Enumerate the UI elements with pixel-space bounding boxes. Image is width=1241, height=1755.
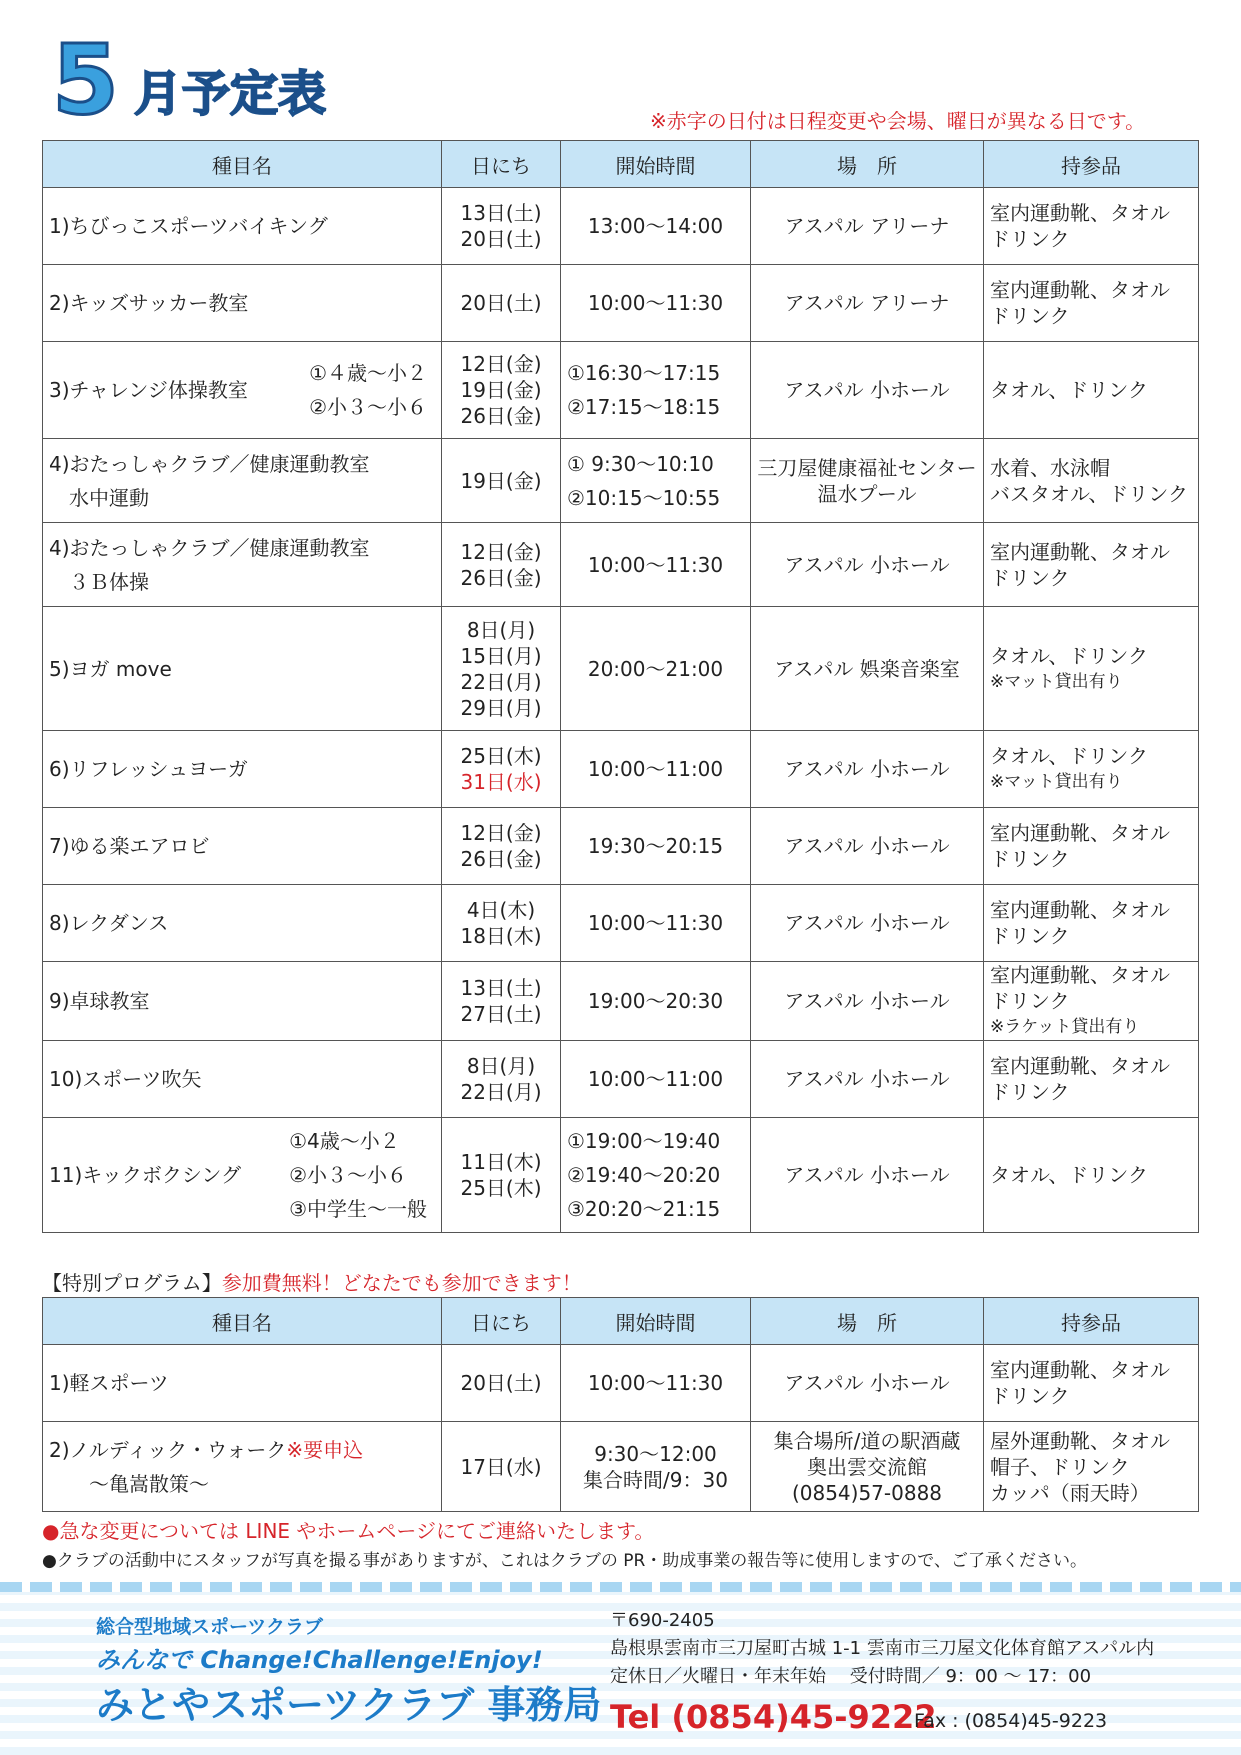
org-slogan: みんなで Change!Challenge!Enjoy! <box>96 1646 543 1674</box>
items-line: 屋外運動靴、タオル <box>990 1428 1170 1453</box>
age-options <box>289 1124 427 1226</box>
date-line: 18日(木) <box>460 924 542 948</box>
items-line: 室内運動靴、タオル <box>990 278 1170 302</box>
place-cell <box>751 607 984 731</box>
time-line: 10:00～11:30 <box>587 911 724 935</box>
date-line: 20日(土) <box>460 291 542 315</box>
place-line: アスパル 小ホール <box>784 1067 950 1091</box>
event-name-line: 1)軽スポーツ <box>49 1371 169 1395</box>
age-option: ②小３～小６ <box>289 1163 407 1187</box>
time-cell <box>561 1041 751 1118</box>
items-line: 室内運動靴、タオル <box>990 1054 1170 1078</box>
place-cell <box>751 962 984 1041</box>
items-cell <box>984 607 1199 731</box>
items-line: ドリンク <box>990 847 1070 871</box>
event-name-cell <box>43 188 442 265</box>
items-line: 室内運動靴、タオル <box>990 963 1170 987</box>
time-cell <box>561 342 751 439</box>
items-line: 帽子、ドリンク <box>990 1454 1130 1479</box>
items-cell <box>984 962 1199 1041</box>
time-cell <box>561 439 751 523</box>
items-line: ドリンク <box>990 565 1070 590</box>
date-cell <box>442 523 561 607</box>
date-line: 25日(木) <box>460 1176 542 1200</box>
header-place: 場 所 <box>751 1298 984 1345</box>
age-option: ①４歳～小２ <box>309 361 427 385</box>
fax: Fax : (0854)45-9223 <box>914 1710 1108 1732</box>
table-row <box>43 1041 1199 1118</box>
table-row <box>43 523 1199 607</box>
items-cell <box>984 265 1199 342</box>
time-line: 19:30～20:15 <box>587 834 724 858</box>
header-event: 種目名 <box>43 141 442 188</box>
time-line: 20:00～21:00 <box>587 656 724 681</box>
place-cell <box>751 342 984 439</box>
time-line: 10:00～11:30 <box>587 1371 724 1395</box>
date-line: 12日(金) <box>460 539 542 564</box>
time-line: 10:00～11:00 <box>587 1067 724 1091</box>
event-name-cell <box>43 1345 442 1422</box>
place-cell <box>751 731 984 808</box>
table-row <box>43 885 1199 962</box>
date-line: 26日(金) <box>460 404 542 428</box>
header-event: 種目名 <box>43 1298 442 1345</box>
time-line: 集合時間/9：30 <box>583 1467 728 1492</box>
event-name-line: 6)リフレッシュヨーガ <box>49 757 248 781</box>
date-line: 26日(金) <box>460 847 542 871</box>
title-text: 月予定表 <box>134 66 327 122</box>
items-line: 室内運動靴、タオル <box>990 898 1170 922</box>
items-line: ドリンク <box>990 1080 1070 1104</box>
event-name <box>49 1162 241 1188</box>
event-name-line: 水中運動 <box>49 485 149 510</box>
time-line: ②19:40～20:20 <box>567 1163 721 1187</box>
event-name <box>49 377 248 403</box>
date-cell <box>442 1041 561 1118</box>
time-cell <box>561 265 751 342</box>
place-cell <box>751 1041 984 1118</box>
place-cell <box>751 188 984 265</box>
special-heading-note: 参加費無料！どなたでも参加できます！ <box>221 1271 582 1295</box>
date-line: 11日(木) <box>460 1150 542 1174</box>
items-line: タオル、ドリンク <box>990 1163 1148 1187</box>
footer <box>0 1592 1241 1755</box>
age-option: ③中学生～一般 <box>289 1197 427 1221</box>
date-line: 13日(土) <box>460 976 542 1000</box>
items-line: タオル、ドリンク <box>990 378 1148 402</box>
age-option: ②小３～小６ <box>309 395 427 419</box>
event-name-line: 4)おたっしゃクラブ／健康運動教室 <box>49 535 370 560</box>
event-name-cell <box>43 439 442 523</box>
time-line: 19:00～20:30 <box>587 989 724 1013</box>
place-line: アスパル 小ホール <box>784 989 950 1013</box>
event-name-line: 7)ゆる楽エアロビ <box>49 834 210 858</box>
place-line: アスパル 娯楽音楽室 <box>774 656 960 681</box>
event-name-cell <box>43 1041 442 1118</box>
place-line: アスパル アリーナ <box>784 291 950 315</box>
items-cell <box>984 1118 1199 1233</box>
place-cell <box>751 439 984 523</box>
items-cell <box>984 1345 1199 1422</box>
header-date: 日にち <box>442 1298 561 1345</box>
items-line: ※マット貸出有り <box>990 671 1123 692</box>
date-line: 31日(水) <box>460 770 542 794</box>
date-line: 13日(土) <box>460 201 542 225</box>
time-line: ①19:00～19:40 <box>567 1129 721 1153</box>
age-option: ①4歳～小２ <box>289 1129 400 1153</box>
telephone: Tel (0854)45-9222 <box>610 1698 937 1736</box>
place-line: アスパル 小ホール <box>784 378 950 402</box>
items-line: ドリンク <box>990 989 1070 1013</box>
place-line: (0854)57-0888 <box>791 1480 943 1505</box>
time-cell <box>561 808 751 885</box>
header-date: 日にち <box>442 141 561 188</box>
place-line: アスパル 小ホール <box>784 757 950 781</box>
items-line: バスタオル、ドリンク <box>990 481 1188 506</box>
time-cell <box>561 607 751 731</box>
time-line: 10:00～11:00 <box>587 757 724 781</box>
items-line: 室内運動靴、タオル <box>990 1358 1170 1382</box>
header-time: 開始時間 <box>561 1298 751 1345</box>
date-line: 22日(月) <box>460 669 542 694</box>
place-line: アスパル 小ホール <box>784 834 950 858</box>
date-cell <box>442 1345 561 1422</box>
items-cell <box>984 1422 1199 1512</box>
event-name-line: 3)チャレンジ体操教室 <box>49 378 248 402</box>
place-cell <box>751 265 984 342</box>
date-line: 27日(土) <box>460 1002 542 1026</box>
time-cell <box>561 1422 751 1512</box>
place-cell <box>751 1422 984 1512</box>
footer-divider <box>0 1582 1241 1592</box>
items-line: ※マット貸出有り <box>990 772 1123 792</box>
date-cell <box>442 962 561 1041</box>
red-date-note: ※赤字の日付は日程変更や会場、曜日が異なる日です。 <box>650 109 1146 133</box>
time-line: ②17:15～18:15 <box>567 395 721 419</box>
org-name: みとやスポーツクラブ 事務局 <box>96 1683 602 1727</box>
place-line: アスパル 小ホール <box>784 1371 950 1395</box>
date-cell <box>442 885 561 962</box>
schedule-table <box>42 140 1199 1233</box>
items-line: ※ラケット貸出有り <box>990 1017 1140 1037</box>
date-cell <box>442 188 561 265</box>
date-line: 8日(月) <box>466 617 536 642</box>
event-name-line: ～亀嵩散策～ <box>49 1471 209 1496</box>
time-line: ③20:20～21:15 <box>567 1197 721 1221</box>
org-category: 総合型地域スポーツクラブ <box>96 1616 324 1638</box>
date-line: 15日(月) <box>460 643 542 668</box>
table-row <box>43 342 1199 439</box>
special-heading-label: 【特別プログラム】 <box>42 1271 222 1295</box>
event-name-cell <box>43 607 442 731</box>
header-items: 持参品 <box>984 1298 1199 1345</box>
event-name-cell <box>43 1422 442 1512</box>
items-cell <box>984 342 1199 439</box>
items-line: 室内運動靴、タオル <box>990 821 1170 845</box>
place-line: 奥出雲交流館 <box>807 1454 927 1479</box>
date-cell <box>442 265 561 342</box>
event-name-line: 10)スポーツ吹矢 <box>49 1067 202 1091</box>
items-line: タオル、ドリンク <box>990 744 1148 768</box>
time-cell <box>561 523 751 607</box>
event-name-line: 4)おたっしゃクラブ／健康運動教室 <box>49 451 370 476</box>
date-line: 17日(水) <box>460 1454 542 1479</box>
place-cell <box>751 523 984 607</box>
table-row <box>43 1345 1199 1422</box>
place-cell <box>751 885 984 962</box>
date-cell <box>442 731 561 808</box>
header-row <box>43 1298 1199 1345</box>
time-line: 13:00～14:00 <box>587 214 724 238</box>
place-line: 集合場所/道の駅酒蔵 <box>773 1428 961 1453</box>
time-line: ①16:30～17:15 <box>567 361 721 385</box>
event-name-cell <box>43 342 442 439</box>
special-program-heading <box>42 1267 582 1296</box>
table-row <box>43 265 1199 342</box>
items-cell <box>984 523 1199 607</box>
table-row <box>43 1422 1199 1512</box>
office-hours: 定休日／火曜日・年末年始 受付時間／ 9：00 ～ 17：00 <box>610 1666 1092 1687</box>
items-cell <box>984 439 1199 523</box>
date-line: 25日(木) <box>460 744 542 768</box>
time-cell <box>561 1118 751 1233</box>
date-cell <box>442 342 561 439</box>
date-line: 29日(月) <box>460 695 542 720</box>
date-cell <box>442 1422 561 1512</box>
event-name-line: 11)キックボクシング <box>49 1163 241 1187</box>
event-name-cell <box>43 885 442 962</box>
date-line: 20日(土) <box>460 1371 542 1395</box>
items-cell <box>984 1041 1199 1118</box>
age-options <box>309 356 427 424</box>
place-cell <box>751 1118 984 1233</box>
event-name-cell <box>43 731 442 808</box>
time-cell <box>561 188 751 265</box>
time-cell <box>561 731 751 808</box>
place-line: 温水プール <box>817 481 917 506</box>
header-place: 場 所 <box>751 141 984 188</box>
time-line: ① 9:30～10:10 <box>567 451 714 476</box>
place-line: アスパル 小ホール <box>784 1163 950 1187</box>
header-items: 持参品 <box>984 141 1199 188</box>
items-cell <box>984 188 1199 265</box>
items-cell <box>984 808 1199 885</box>
date-line: 20日(土) <box>460 227 542 251</box>
event-name-cell <box>43 962 442 1041</box>
date-line: 19日(金) <box>460 468 542 493</box>
date-line: 8日(月) <box>466 1054 536 1078</box>
place-line: 三刀屋健康福祉センター <box>757 455 977 480</box>
event-name-line: 5)ヨガ move <box>49 656 172 681</box>
place-cell <box>751 808 984 885</box>
apply-required-note: ※要申込 <box>286 1437 364 1462</box>
time-cell <box>561 1345 751 1422</box>
items-line: 室内運動靴、タオル <box>990 539 1170 564</box>
date-line: 19日(金) <box>460 378 542 402</box>
event-name-cell <box>43 808 442 885</box>
time-cell <box>561 885 751 962</box>
items-cell <box>984 885 1199 962</box>
date-cell <box>442 808 561 885</box>
header-row <box>43 141 1199 188</box>
items-cell <box>984 731 1199 808</box>
time-line: 9:30～12:00 <box>594 1441 717 1466</box>
items-line: ドリンク <box>990 1384 1070 1408</box>
time-cell <box>561 962 751 1041</box>
place-cell <box>751 1345 984 1422</box>
items-line: カッパ（雨天時） <box>990 1480 1150 1505</box>
items-line: タオル、ドリンク <box>990 643 1148 668</box>
change-notice: ●急な変更については LINE やホームページにてご連絡いたします。 <box>42 1519 655 1543</box>
event-name-line: 1)ちびっこスポーツバイキング <box>49 214 328 238</box>
items-line: ドリンク <box>990 304 1070 328</box>
items-line: ドリンク <box>990 924 1070 948</box>
event-name-line: 2)ノルディック・ウォーク※要申込 <box>49 1437 364 1462</box>
event-name-cell <box>43 1118 442 1233</box>
place-line: アスパル アリーナ <box>784 214 950 238</box>
time-line: 10:00～11:30 <box>587 291 724 315</box>
event-name-line: ３Ｂ体操 <box>49 569 149 594</box>
event-name-line: 8)レクダンス <box>49 911 169 935</box>
table-row <box>43 731 1199 808</box>
items-line: 水着、水泳帽 <box>990 455 1110 480</box>
event-name-cell <box>43 265 442 342</box>
event-name-cell <box>43 523 442 607</box>
table-row <box>43 1118 1199 1233</box>
place-line: アスパル 小ホール <box>784 552 950 577</box>
postal-code: 〒690-2405 <box>610 1610 715 1631</box>
place-line: アスパル 小ホール <box>784 911 950 935</box>
date-line: 22日(月) <box>460 1080 542 1104</box>
date-cell <box>442 607 561 731</box>
header-time: 開始時間 <box>561 141 751 188</box>
table-row <box>43 607 1199 731</box>
event-name-line: 9)卓球教室 <box>49 989 150 1013</box>
special-program-table <box>42 1297 1199 1512</box>
table-row <box>43 808 1199 885</box>
items-line: ドリンク <box>990 227 1070 251</box>
photo-notice: ●クラブの活動中にスタッフが写真を撮る事がありますが、これはクラブの PR・助成事業の報告等に使用しますので、ご了承ください。 <box>42 1551 1087 1571</box>
title-number: 5 <box>52 24 119 136</box>
time-line: ②10:15～10:55 <box>567 485 721 510</box>
time-line: 10:00～11:30 <box>587 552 724 577</box>
date-line: 12日(金) <box>460 821 542 845</box>
table-row <box>43 188 1199 265</box>
date-line: 4日(木) <box>466 898 536 922</box>
address: 島根県雲南市三刀屋町古城 1-1 雲南市三刀屋文化体育館アスパル内 <box>610 1638 1155 1659</box>
event-name-line: 2)キッズサッカー教室 <box>49 291 249 315</box>
date-cell <box>442 439 561 523</box>
items-line: 室内運動靴、タオル <box>990 201 1170 225</box>
table-row <box>43 962 1199 1041</box>
table-row <box>43 439 1199 523</box>
date-cell <box>442 1118 561 1233</box>
date-line: 12日(金) <box>460 352 542 376</box>
date-line: 26日(金) <box>460 565 542 590</box>
